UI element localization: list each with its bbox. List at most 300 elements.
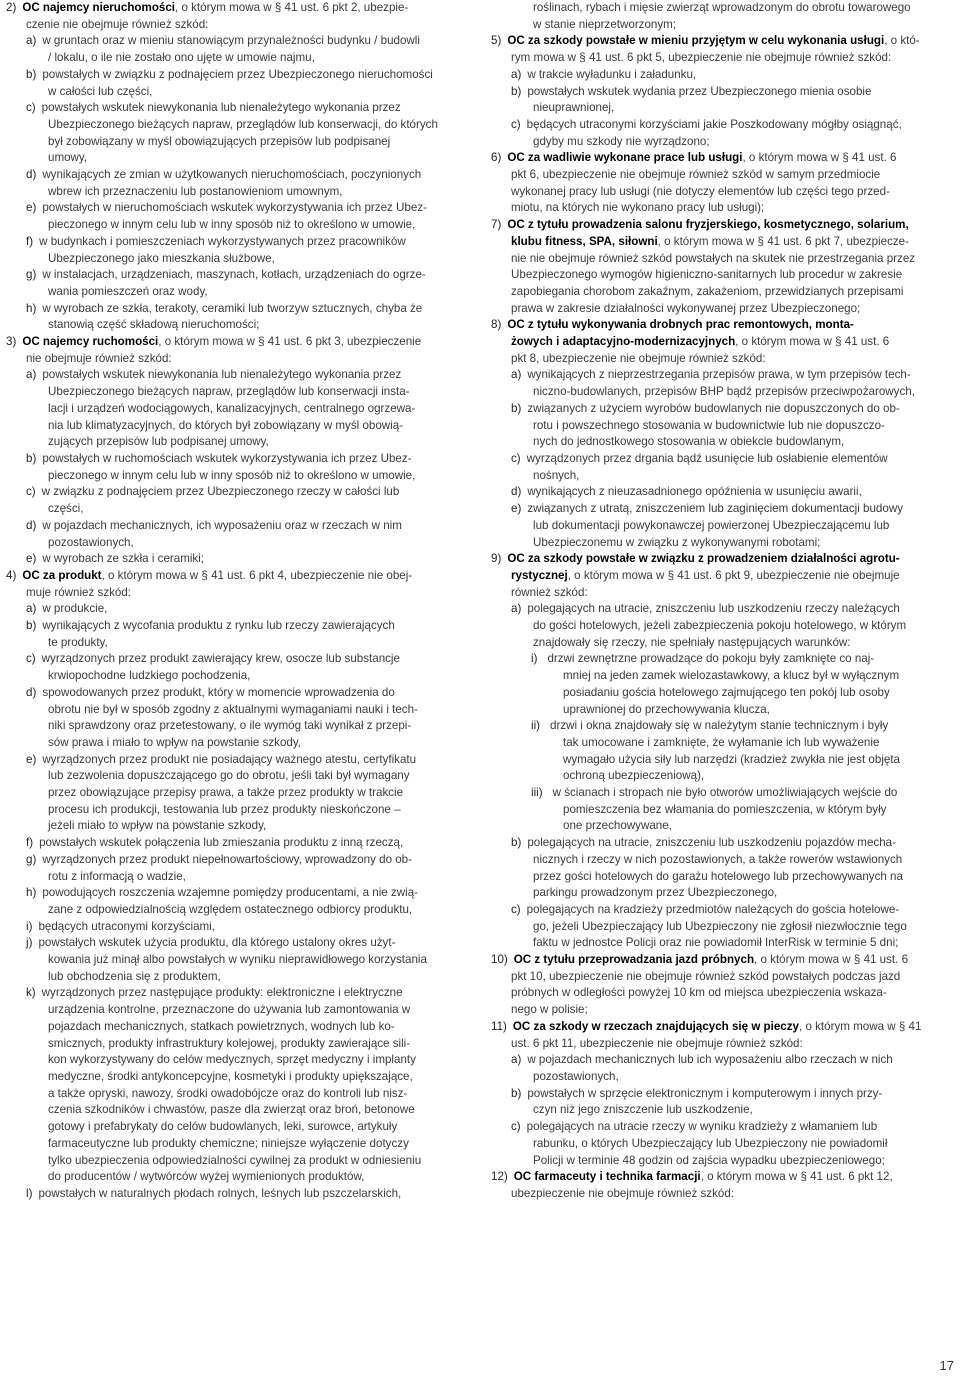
list-marker: b) — [26, 67, 37, 81]
text-line — [491, 969, 957, 986]
line-text: w stanie nieprzetworzonym; — [533, 17, 677, 31]
bold-heading: OC za wadliwie wykonane prace lub usługi — [507, 151, 743, 165]
line-text: , o którym mowa w § 41 ust. 6 pkt 7, ubezpiecze- — [657, 234, 909, 248]
text-line — [6, 0, 468, 17]
line-text: polegających na utracie, zniszczeniu lub uszkodzeniu rzeczy należących — [527, 602, 900, 616]
text-line — [491, 401, 957, 418]
text-line — [6, 317, 468, 334]
text-line — [6, 167, 468, 184]
text-line — [6, 568, 468, 585]
line-text: lub zezwolenia dopuszczającego go do obrotu, jeśli taki był wymagany — [48, 769, 410, 783]
text-line — [491, 735, 957, 752]
text-line — [6, 902, 468, 919]
text-line — [491, 134, 957, 151]
text-line — [6, 919, 468, 936]
text-line — [6, 150, 468, 167]
line-text: , o którym mowa w § 41 ust. 6 pkt 12, — [700, 1170, 893, 1184]
text-line — [491, 1102, 957, 1119]
text-line — [6, 251, 468, 268]
text-line — [491, 184, 957, 201]
line-text: polegających na utracie, zniszczeniu lub uszkodzeniu pojazdów mecha- — [527, 836, 896, 850]
text-line — [491, 952, 957, 969]
list-marker: 8) — [491, 318, 502, 332]
text-line — [491, 985, 957, 1002]
line-text: farmaceutyczne lub produkty chemiczne; niniejsze wyłączenie dotyczy — [48, 1136, 409, 1150]
text-line — [491, 1169, 957, 1186]
line-text: pkt 10, ubezpieczenie nie obejmuje również szkód powstałych podczas jazd — [511, 969, 901, 983]
line-text: obrotu nie był w sposób zgodny z aktualnymi wymaganiami nauki i tech- — [48, 702, 418, 716]
line-text: związanych z użyciem wyrobów budowlanych nie dopuszczonych do ob- — [527, 401, 900, 415]
line-text: również szkód: — [511, 585, 588, 599]
line-text: w związku z podnajęciem przez Ubezpieczonego rzeczy w całości lub — [41, 485, 400, 499]
text-line — [6, 234, 468, 251]
text-line — [6, 50, 468, 67]
line-text: pieczonego w innym celu lub w inny sposób niż to określono w umowie, — [48, 218, 416, 232]
text-line — [6, 952, 468, 969]
line-text: powstałych w związku z podnajęciem przez Ubezpieczonego nieruchomości — [42, 67, 433, 81]
text-line — [491, 551, 957, 568]
line-text: go, jeżeli Ubezpieczający lub Ubezpieczony nie zgłosił niezwłocznie tego — [533, 919, 907, 933]
line-text: będących utraconymi korzyściami jakie Poszkodowany mógłby osiągnąć, — [526, 117, 902, 131]
text-line — [6, 17, 468, 34]
line-text: zujących przepisów lub podpisanej umowy, — [48, 435, 269, 449]
line-text: prawa w zakresie działalności wykonywanej przez Ubezpieczonego; — [511, 301, 861, 315]
text-line — [6, 785, 468, 802]
text-line — [491, 67, 957, 84]
text-line — [6, 501, 468, 518]
text-line — [491, 84, 957, 101]
list-marker: a) — [511, 368, 522, 382]
line-text: próbnych w odległości powyżej 10 km od miejsca ubezpieczenia wskaza- — [511, 986, 887, 1000]
list-marker: 12) — [491, 1170, 508, 1184]
text-line — [491, 685, 957, 702]
list-marker: d) — [511, 485, 522, 499]
text-line — [6, 1036, 468, 1053]
text-line — [491, 1069, 957, 1086]
list-marker: l) — [26, 1186, 33, 1200]
line-text: te produkty, — [48, 635, 108, 649]
list-marker: b) — [511, 836, 522, 850]
text-line — [6, 885, 468, 902]
line-text: do producentów / wytwórców wyżej wymienionych produktów, — [48, 1170, 365, 1184]
text-line — [491, 919, 957, 936]
line-text: powstałych w ruchomościach wskutek wykorzystywania ich przez Ubez- — [42, 451, 412, 465]
line-text: wbrew ich przeznaczeniu lub postanowieniom umownym, — [48, 184, 343, 198]
text-line — [491, 217, 957, 234]
list-marker: e) — [26, 752, 37, 766]
text-line — [6, 184, 468, 201]
line-text: w wyrobach ze szkła i ceramiki; — [42, 552, 205, 566]
line-text: lub obchodzenia się z produktem, — [48, 969, 221, 983]
text-line — [6, 585, 468, 602]
text-line — [6, 869, 468, 886]
line-text: kowania już minął albo powstałych w wyniku nieprawidłowego korzystania — [48, 953, 427, 967]
text-line — [6, 835, 468, 852]
text-line — [491, 1052, 957, 1069]
text-line — [491, 518, 957, 535]
line-text: gotowy i prefabrykaty do celów budowlanych, leki, surowce, artykuły — [48, 1120, 398, 1134]
list-marker: 11) — [491, 1019, 507, 1033]
text-line — [6, 601, 468, 618]
list-marker: 5) — [491, 34, 502, 48]
list-marker: a) — [26, 34, 37, 48]
text-line — [491, 718, 957, 735]
line-text: powstałych w sprzęcie elektronicznym i komputerowym i innych przy- — [527, 1086, 883, 1100]
line-text: wynikających z nieprzestrzegania przepisów prawa, w tym przepisów tech- — [527, 368, 911, 382]
list-marker: g) — [26, 852, 37, 866]
text-line — [491, 651, 957, 668]
text-line — [6, 100, 468, 117]
left-column — [6, 0, 468, 1203]
line-text: gdyby mu szkody nie wyrządzono; — [533, 134, 710, 148]
bold-heading: rystycznej — [511, 568, 568, 582]
text-line — [6, 518, 468, 535]
text-line — [6, 1086, 468, 1103]
line-text: , o którym mowa w § 41 ust. 6 — [754, 953, 909, 967]
line-text: polegających na utracie rzeczy w wyniku kradzieży z włamaniem lub — [526, 1120, 878, 1134]
line-text: w całości lub części, — [48, 84, 153, 98]
text-line — [491, 17, 957, 34]
line-text: rym mowa w § 41 ust. 6 pkt 5, ubezpieczenie nie obejmuje również szkód: — [511, 51, 892, 65]
line-text: czenie nie obejmuje również szkód: — [26, 17, 209, 31]
text-line — [6, 802, 468, 819]
text-line — [491, 885, 957, 902]
text-line — [6, 1119, 468, 1136]
text-line — [6, 985, 468, 1002]
list-marker: a) — [26, 602, 37, 616]
text-line — [6, 935, 468, 952]
text-line — [491, 568, 957, 585]
line-text: nie obejmuje również szkód: — [26, 351, 172, 365]
text-line — [6, 535, 468, 552]
list-marker: a) — [511, 602, 522, 616]
line-text: rotu z informacją o wadzie, — [48, 869, 186, 883]
text-line — [491, 869, 957, 886]
text-line — [491, 117, 957, 134]
list-marker: i) — [531, 652, 538, 666]
line-text: w ścianach i stropach nie było otworów umożliwiających wejście do — [552, 786, 898, 800]
list-marker: k) — [26, 986, 36, 1000]
line-text: nieuprawnionej, — [533, 101, 615, 115]
line-text: części, — [48, 502, 84, 516]
bold-heading: OC za szkody w rzeczach znajdujących się w pieczy — [512, 1019, 799, 1033]
line-text: czenia szkodników i chwastów, pasze dla zwierząt oraz broń, betonowe — [48, 1103, 415, 1117]
text-line — [491, 785, 957, 802]
text-line — [491, 601, 957, 618]
line-text: nicznych i rzeczy w nich pozostawionych, a także rowerów wstawionych — [533, 852, 903, 866]
line-text: medyczne, środki antykoncepcyjne, kosmetyki i produkty upiększające, — [48, 1070, 413, 1083]
list-marker: a) — [511, 1053, 522, 1067]
text-line — [491, 351, 957, 368]
line-text: wania pomieszczeń oraz wody, — [48, 284, 208, 298]
text-line — [6, 651, 468, 668]
text-line — [6, 84, 468, 101]
line-text: , o którym mowa w § 41 — [799, 1019, 922, 1033]
list-marker: e) — [26, 201, 37, 215]
text-line — [491, 1019, 957, 1036]
text-line — [6, 284, 468, 301]
line-text: rabunku, o których Ubezpieczający lub Ubezpieczony nie powiadomił — [533, 1136, 888, 1150]
text-line — [491, 1153, 957, 1170]
text-line — [491, 935, 957, 952]
text-line — [491, 802, 957, 819]
page-number: 17 — [939, 1358, 954, 1374]
line-text: sów prawa i miało to wpływ na powstanie szkody, — [48, 735, 302, 749]
line-text: Ubezpieczonego wymogów higieniczno-sanitarnych lub procedur w zakresie — [511, 268, 903, 282]
line-text: powstałych w naturalnych płodach rolnych, leśnych lub pszczelarskich, — [38, 1186, 402, 1200]
bold-heading: OC farmaceuty i technika farmacji — [513, 1170, 701, 1184]
text-line — [6, 384, 468, 401]
line-text: krwiopochodne ludzkiego pochodzenia, — [48, 669, 251, 683]
line-text: powstałych wskutek wydania przez Ubezpieczonego mienia osobie — [527, 84, 872, 98]
text-line — [491, 618, 957, 635]
line-text: Policji w terminie 48 godzin od zajścia wypadku ubezpieczeniowego; — [533, 1153, 885, 1167]
text-line — [6, 551, 468, 568]
list-marker: c) — [511, 1120, 521, 1134]
line-text: był zobowiązany w myśl obowiązujących przepisów lub podpisanej — [48, 134, 391, 148]
bold-heading: OC najemcy nieruchomości — [22, 1, 176, 14]
text-line — [6, 1002, 468, 1019]
line-text: wyrządzonych przez drgania bądź usunięcie lub osłabienie elementów — [526, 451, 888, 465]
line-text: powodujących roszczenia wzajemne pomiędzy producentami, a nie zwią- — [42, 886, 419, 900]
list-marker: 4) — [6, 568, 17, 582]
text-line — [491, 1186, 957, 1203]
text-line — [6, 735, 468, 752]
text-line — [6, 367, 468, 384]
text-line — [6, 468, 468, 485]
line-text: miotu, na których nie wykonano pracy lub usługi); — [511, 201, 765, 215]
line-text: wymagało użycia siły lub narzędzi (kradzież zwykła nie jest objęta — [563, 752, 901, 766]
line-text: powstałych wskutek niewykonania lub nienależytego wykonania przez — [42, 368, 402, 382]
text-line — [491, 1002, 957, 1019]
line-text: a także opryski, nawozy, środki owadobójcze oraz do kontroli lub nisz- — [48, 1086, 408, 1100]
text-line — [6, 134, 468, 151]
line-text: pieczonego w innym celu lub w inny sposób niż to określono w umowie, — [48, 468, 416, 482]
line-text: nośnych, — [533, 468, 580, 482]
right-column — [491, 0, 957, 1203]
list-marker: c) — [511, 902, 521, 916]
bold-heading: OC za produkt — [22, 568, 102, 582]
text-line — [6, 1169, 468, 1186]
text-line — [491, 251, 957, 268]
line-text: w pojazdach mechanicznych lub ich wyposażeniu albo rzeczach w nich — [527, 1053, 893, 1067]
line-text: faktu w jednostce Policji oraz nie powiadomił InterRisk w terminie 5 dni; — [533, 936, 899, 950]
text-line — [6, 451, 468, 468]
list-marker: a) — [26, 368, 37, 382]
line-text: w trakcie wyładunku i załadunku, — [527, 67, 697, 81]
line-text: czyn niż jego zniszczenie lub uszkodzenie, — [533, 1103, 753, 1117]
bold-heading: OC za szkody powstałe w związku z prowadzeniem działalności agrotu- — [507, 552, 900, 566]
line-text: roślinach, rybach i mięsie zwierząt wprowadzonym do obrotu towarowego — [533, 1, 911, 14]
line-text: wyrządzonych przez produkt zawierający krew, osocze lub substancje — [41, 652, 400, 666]
list-marker: b) — [511, 1086, 522, 1100]
text-line — [491, 267, 957, 284]
text-line — [491, 33, 957, 50]
list-marker: d) — [26, 168, 37, 182]
text-line — [491, 334, 957, 351]
list-marker: a) — [511, 67, 522, 81]
list-marker: h) — [26, 301, 37, 315]
text-line — [6, 301, 468, 318]
bold-heading: OC z tytułu przeprowadzania jazd próbnych — [513, 953, 755, 967]
line-text: do gości hotelowych, jeżeli zabezpieczenia pokoju hotelowego, w którym — [533, 619, 907, 633]
text-line — [491, 167, 957, 184]
bold-heading: OC z tytułu prowadzenia salonu fryzjerskiego, kosmetycznego, solarium, — [507, 218, 909, 232]
list-marker: c) — [26, 652, 36, 666]
line-text: nego w polisie; — [511, 1003, 588, 1017]
line-text: procesu ich produkcji, testowania lub przez produkty nieskończone – — [48, 802, 401, 816]
text-line — [6, 685, 468, 702]
line-text: zane z odpowiedzialnością względem ostatecznego odbiorcy produktu, — [48, 902, 413, 916]
list-marker: 3) — [6, 335, 17, 349]
text-line — [491, 501, 957, 518]
line-text: , o któ- — [884, 34, 920, 48]
bold-heading: OC najemcy ruchomości — [22, 335, 159, 349]
list-marker: i) — [26, 919, 33, 933]
line-text: , o którym mowa w § 41 ust. 6 — [735, 335, 890, 349]
text-line — [491, 818, 957, 835]
line-text: pozostawionych, — [533, 1070, 619, 1083]
text-line — [6, 117, 468, 134]
line-text: przez gości hotelowych do garażu hotelowego lub przechowywanych na — [533, 869, 903, 883]
line-text: będących utraconymi korzyściami, — [38, 919, 215, 933]
line-text: w budynkach i pomieszczeniach wykorzystywanych przez pracowników — [39, 234, 406, 248]
text-line — [491, 284, 957, 301]
list-marker: iii) — [531, 786, 543, 800]
text-line — [6, 1153, 468, 1170]
line-text: niki sprawdzony oraz przetestowany, o ile wymóg taki wynikał z przepi- — [48, 719, 412, 733]
line-text: ust. 6 pkt 11, ubezpieczenie nie obejmuje również szkód: — [511, 1036, 803, 1050]
line-text: kon wykorzystywany do celów medycznych, sprzęt medyczny i implanty — [48, 1053, 416, 1067]
list-marker: f) — [26, 836, 34, 850]
text-line — [6, 200, 468, 217]
list-marker: 10) — [491, 953, 508, 967]
text-line — [6, 418, 468, 435]
text-line — [491, 100, 957, 117]
list-marker: g) — [26, 268, 37, 282]
line-text: w gruntach oraz w mieniu stanowiącym przynależności budynku / budowli — [42, 34, 420, 48]
text-line — [491, 317, 957, 334]
text-line — [491, 468, 957, 485]
line-text: urządzenia kontrolne, przeznaczone do używania lub zamontowania w — [48, 1003, 411, 1017]
text-line — [6, 484, 468, 501]
text-line — [491, 384, 957, 401]
line-text: w pojazdach mechanicznych, ich wyposażeniu oraz w rzeczach w nim — [42, 518, 402, 532]
list-marker: f) — [26, 234, 34, 248]
line-text: mniej na jeden zamek wielozastawkowy, a klucz był w wyłącznym — [563, 669, 900, 683]
line-text: parkingu prowadzonym przez Ubezpieczonego, — [533, 886, 778, 900]
text-line — [6, 702, 468, 719]
line-text: wyrządzonych przez następujące produkty: elektroniczne i elektryczne — [41, 986, 403, 1000]
text-line — [6, 1069, 468, 1086]
line-text: nie nie obejmuje również szkód powstałych na skutek nie przestrzegania przez — [511, 251, 916, 265]
text-line — [491, 200, 957, 217]
text-line — [491, 1086, 957, 1103]
line-text: , o którym mowa w § 41 ust. 6 — [742, 151, 897, 165]
bold-heading: żowych i adaptacyjno-modernizacyjnych — [511, 335, 736, 349]
text-line — [491, 418, 957, 435]
line-text: pomieszczenia bez włamania do pomieszczenia, w którym były — [563, 802, 887, 816]
text-line — [6, 718, 468, 735]
line-text: , o którym mowa w § 41 ust. 6 pkt 4, ubezpieczenie nie obej- — [101, 568, 413, 582]
list-marker: b) — [511, 401, 522, 415]
text-line — [6, 217, 468, 234]
text-line — [491, 367, 957, 384]
text-line — [6, 1136, 468, 1153]
text-line — [6, 768, 468, 785]
list-marker: 6) — [491, 151, 502, 165]
text-line — [6, 668, 468, 685]
line-text: Ubezpieczonego jako mieszkania służbowe, — [48, 251, 275, 265]
line-text: ubezpieczenie nie obejmuje również szkód: — [511, 1186, 734, 1200]
text-line — [491, 301, 957, 318]
text-line — [491, 668, 957, 685]
list-marker: 9) — [491, 552, 502, 566]
text-line — [6, 1019, 468, 1036]
line-text: , o którym mowa w § 41 ust. 6 pkt 9, ubezpieczenie nie obejmuje — [567, 568, 900, 582]
text-line — [491, 585, 957, 602]
line-text: powstałych w nieruchomościach wskutek wykorzystywania ich przez Ubez- — [42, 201, 427, 215]
text-line — [6, 1052, 468, 1069]
bold-heading: OC z tytułu wykonywania drobnych prac remontowych, monta- — [507, 318, 854, 332]
line-text: związanych z utratą, zniszczeniem lub zaginięciem dokumentacji budowy — [527, 502, 903, 516]
line-text: powstałych wskutek użycia produktu, dla którego ustalony okres użyt- — [38, 936, 396, 950]
line-text: wynikających z wycofania produktu z rynku lub rzeczy zawierających — [42, 619, 395, 633]
list-marker: h) — [26, 886, 37, 900]
list-marker: b) — [26, 619, 37, 633]
text-line — [6, 351, 468, 368]
text-line — [491, 234, 957, 251]
text-line — [491, 835, 957, 852]
line-text: drzwi zewnętrzne prowadzące do pokoju były zamknięte co naj- — [547, 652, 875, 666]
text-line — [491, 0, 957, 17]
line-text: pojazdach mechanicznych, statkach powietrznych, wodnych lub ko- — [48, 1019, 395, 1033]
list-marker: d) — [26, 685, 37, 699]
text-line — [6, 267, 468, 284]
line-text: Ubezpieczonego bieżących napraw, przeglądów lub konserwacji, do których — [48, 117, 438, 131]
line-text: muje również szkód: — [26, 585, 132, 599]
list-marker: b) — [26, 451, 37, 465]
line-text: pkt 8, ubezpieczenie nie obejmuje również szkód: — [511, 351, 766, 365]
line-text: w instalacjach, urządzeniach, maszynach, kotłach, urządzeniach do ogrze- — [42, 268, 426, 282]
line-text: , o którym mowa w § 41 ust. 6 pkt 2, ubezpie- — [175, 1, 409, 14]
text-line — [491, 902, 957, 919]
line-text: przez obowiązujące przepisy prawa, a także przez produkty w trakcie — [48, 786, 404, 800]
list-marker: c) — [511, 451, 521, 465]
text-line — [6, 434, 468, 451]
line-text: pkt 6, ubezpieczenie nie obejmuje również szkód w samym przedmiocie — [511, 168, 881, 182]
text-line — [6, 67, 468, 84]
line-text: znajdowały się rzeczy, nie spełniały następujących warunków: — [533, 635, 851, 649]
text-line — [491, 635, 957, 652]
text-line — [491, 434, 957, 451]
line-text: / lokalu, o ile nie zostało ono ujęte w umowie najmu, — [48, 51, 315, 65]
text-line — [491, 150, 957, 167]
text-line — [6, 334, 468, 351]
text-line — [491, 702, 957, 719]
line-text: Ubezpieczonego bieżących napraw, przeglądów lub konserwacji insta- — [48, 385, 410, 399]
line-text: lub dokumentacji powykonawczej powierzonej Ubezpieczającemu lub — [533, 518, 890, 532]
text-line — [6, 1102, 468, 1119]
text-line — [491, 1036, 957, 1053]
text-line — [491, 1119, 957, 1136]
list-marker: b) — [511, 84, 522, 98]
text-line — [6, 618, 468, 635]
line-text: wyrządzonych przez produkt niepełnowartościowy, wprowadzony do ob- — [42, 852, 412, 866]
line-text: zapobiegania chorobom zakaźnym, zakażeniom, przewidzianych przepisami — [511, 284, 904, 298]
line-text: smicznych, produkty infrastruktury kolejowej, produkty zawierające sili- — [48, 1036, 411, 1050]
line-text: drzwi i okna znajdowały się w należytym stanie technicznym i były — [550, 719, 889, 733]
